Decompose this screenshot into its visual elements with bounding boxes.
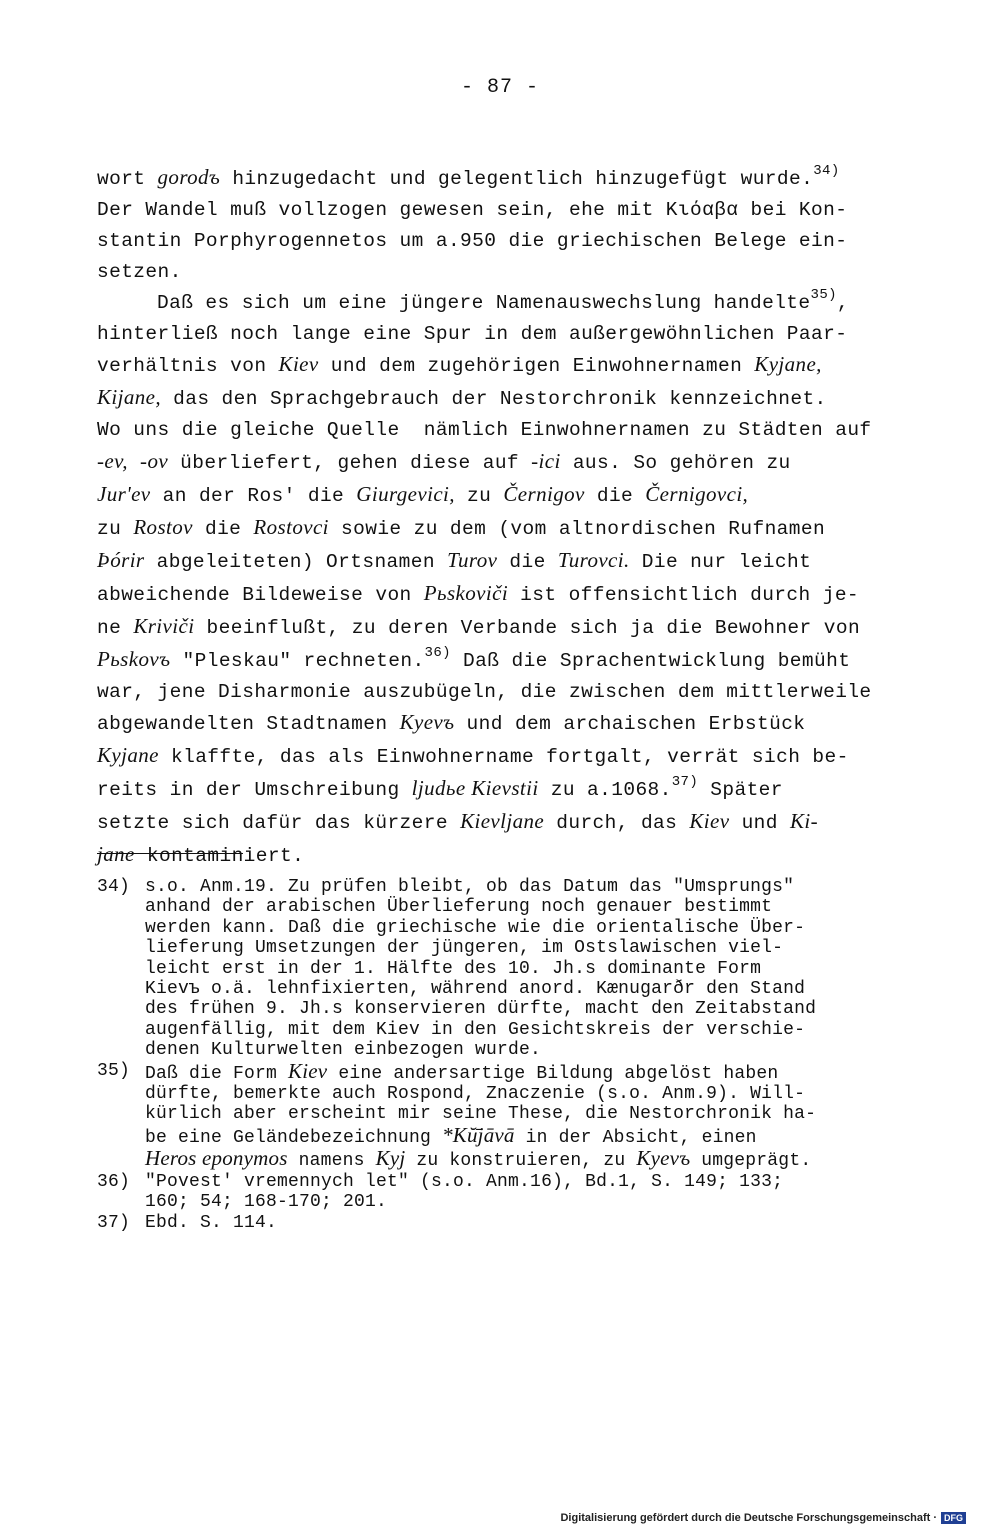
text-line: jane kontaminiert. [97,842,305,868]
footnote-line: be eine Geländebezeichnung *Kŭ̄jāvā in der Absicht, einen [145,1122,757,1148]
text-line: Jur'ev an der Ros' die Giurgevici, zu Černigov die Černigovci, [97,482,749,508]
footnote-line: Ebd. S. 114. [145,1212,278,1233]
text-line: war, jene Disharmonie auszubügeln, die zwischen dem mittlerweile [97,680,872,703]
footnote-line: werden kann. Daß die griechische wie die orientalische Über- [145,917,806,938]
footnote-line: 160; 54; 168-170; 201. [145,1192,388,1213]
text-line: hinterließ noch lange eine Spur in dem außergewöhnlichen Paar- [97,322,848,345]
footnote-line: dürfte, bemerkte auch Rospond, Znaczenie (s.o. Anm.9). Will- [145,1084,806,1105]
footnote-line: leicht erst in der 1. Hälfte des 10. Jh.s dominante Form [145,958,762,979]
text-line: abweichende Bildeweise von Pьskoviči ist offensichtlich durch je- [97,580,860,606]
text-line: setzte sich dafür das kürzere Kievljane durch, das Kiev und Ki- [97,809,819,835]
footnote-line: lieferung Umsetzungen der jüngeren, im Ostslawischen viel- [145,938,784,959]
text-line: Daß es sich um eine jüngere Namenauswechslung handelte$^{35)}$, [157,286,850,314]
footnote-line: "Povest' vremennych let" (s.o. Anm.16), Bd.1, S. 149; 133; [145,1171,784,1192]
text-line: Wo uns die gleiche Quelle nämlich Einwohnernamen zu Städten auf [97,419,872,442]
text-line: Þórir abgeleiteten) Ortsnamen Turov die Turovci. Die nur leicht [97,547,812,573]
footnote-line: des frühen 9. Jh.s konservieren dürfte, macht den Zeitabstand [145,999,817,1020]
text-line: abgewandelten Stadtnamen Kyevъ und dem archaischen Erbstück [97,710,806,736]
footnote-divider [97,853,243,854]
footnote-36 [97,1172,917,1213]
footnote-number: 34) [97,877,131,897]
footnote-ref: 34) [813,163,840,179]
text-line: Kijane, das den Sprachgebrauch der Nestorchronik kennzeichnet. [97,385,827,411]
footnote-number: 35) [97,1060,131,1081]
footnotes [97,877,917,1233]
text-line: Pьskovъ "Pleskau" rechneten.$^{36)}$ Daß die Sprachentwicklung bemüht [97,644,851,672]
footnote-line: anhand der arabischen Überlieferung noch genauer bestimmt [145,897,773,918]
text-line: setzen. [97,260,182,283]
footnote-ref: 37) [671,774,699,791]
footnote-line: denen Kulturwelten einbezogen wurde. [145,1040,542,1061]
footnote-34 [97,877,917,1061]
text-line: Der Wandel muß vollzogen gewesen sein, ehe mit Κιόαβα bei Kon- [97,198,848,221]
footnote-ref: 35) [810,286,837,303]
text-line: Kyjane klaffte, das als Einwohnername fortgalt, verrät sich be- [97,743,849,769]
footnote-35 [97,1058,917,1172]
footnote-line: Daß die Form Kiev eine andersartige Bildung abgelöst haben [145,1058,779,1084]
main-text [97,162,897,872]
footnote-ref: 36) [424,644,451,661]
page-number: - 87 - [460,76,539,99]
footnote-line: kürlich aber erscheint mir seine These, die Nestorchronik ha- [145,1104,817,1125]
dfg-logo: DFG [941,1512,966,1524]
text-line: wort gorodъ hinzugedacht und gelegentlich hinzugefügt wurde.$^{34)}$ [97,163,840,190]
footnote-line: Heros eponymos namens Kyj zu konstruieren, zu Kyevъ umgeprägt. [145,1146,812,1172]
footnote-line: augenfällig, mit dem Kiev in den Gesichtskreis der verschie- [145,1019,806,1040]
footnote-number: 36) [97,1171,131,1192]
footnote-number: 37) [97,1212,131,1233]
text-line: stantin Porphyrogennetos um a.950 die griechischen Belege ein- [97,229,848,252]
text-line: verhältnis von Kiev und dem zugehörigen Einwohnernamen Kyjane, [97,352,822,378]
footnote-37 [97,1213,917,1233]
text-line: zu Rostov die Rostovci sowie zu dem (vom altnordischen Rufnamen [97,514,826,540]
text-line: reits in der Umschreibung ljudьe Kievstii zu a.1068.$^{37)}$ Später [97,774,783,802]
digitization-credit [560,1512,966,1524]
credit-text: Digitalisierung gefördert durch die Deutsche Forschungsgemeinschaft · [560,1512,937,1524]
text-line: -ev, -ov überliefert, gehen diese auf -ici aus. So gehören zu [97,449,791,475]
footnote-line: s.o. Anm.19. Zu prüfen bleibt, ob das Datum das "Umsprungs" [145,877,795,897]
text-line: ne Kriviči beeinflußt, zu deren Verbande sich ja die Bewohner von [97,613,861,639]
footnote-line: Kievъ o.ä. lehnfixierten, während anord. Kænugarðr den Stand [145,979,806,1000]
